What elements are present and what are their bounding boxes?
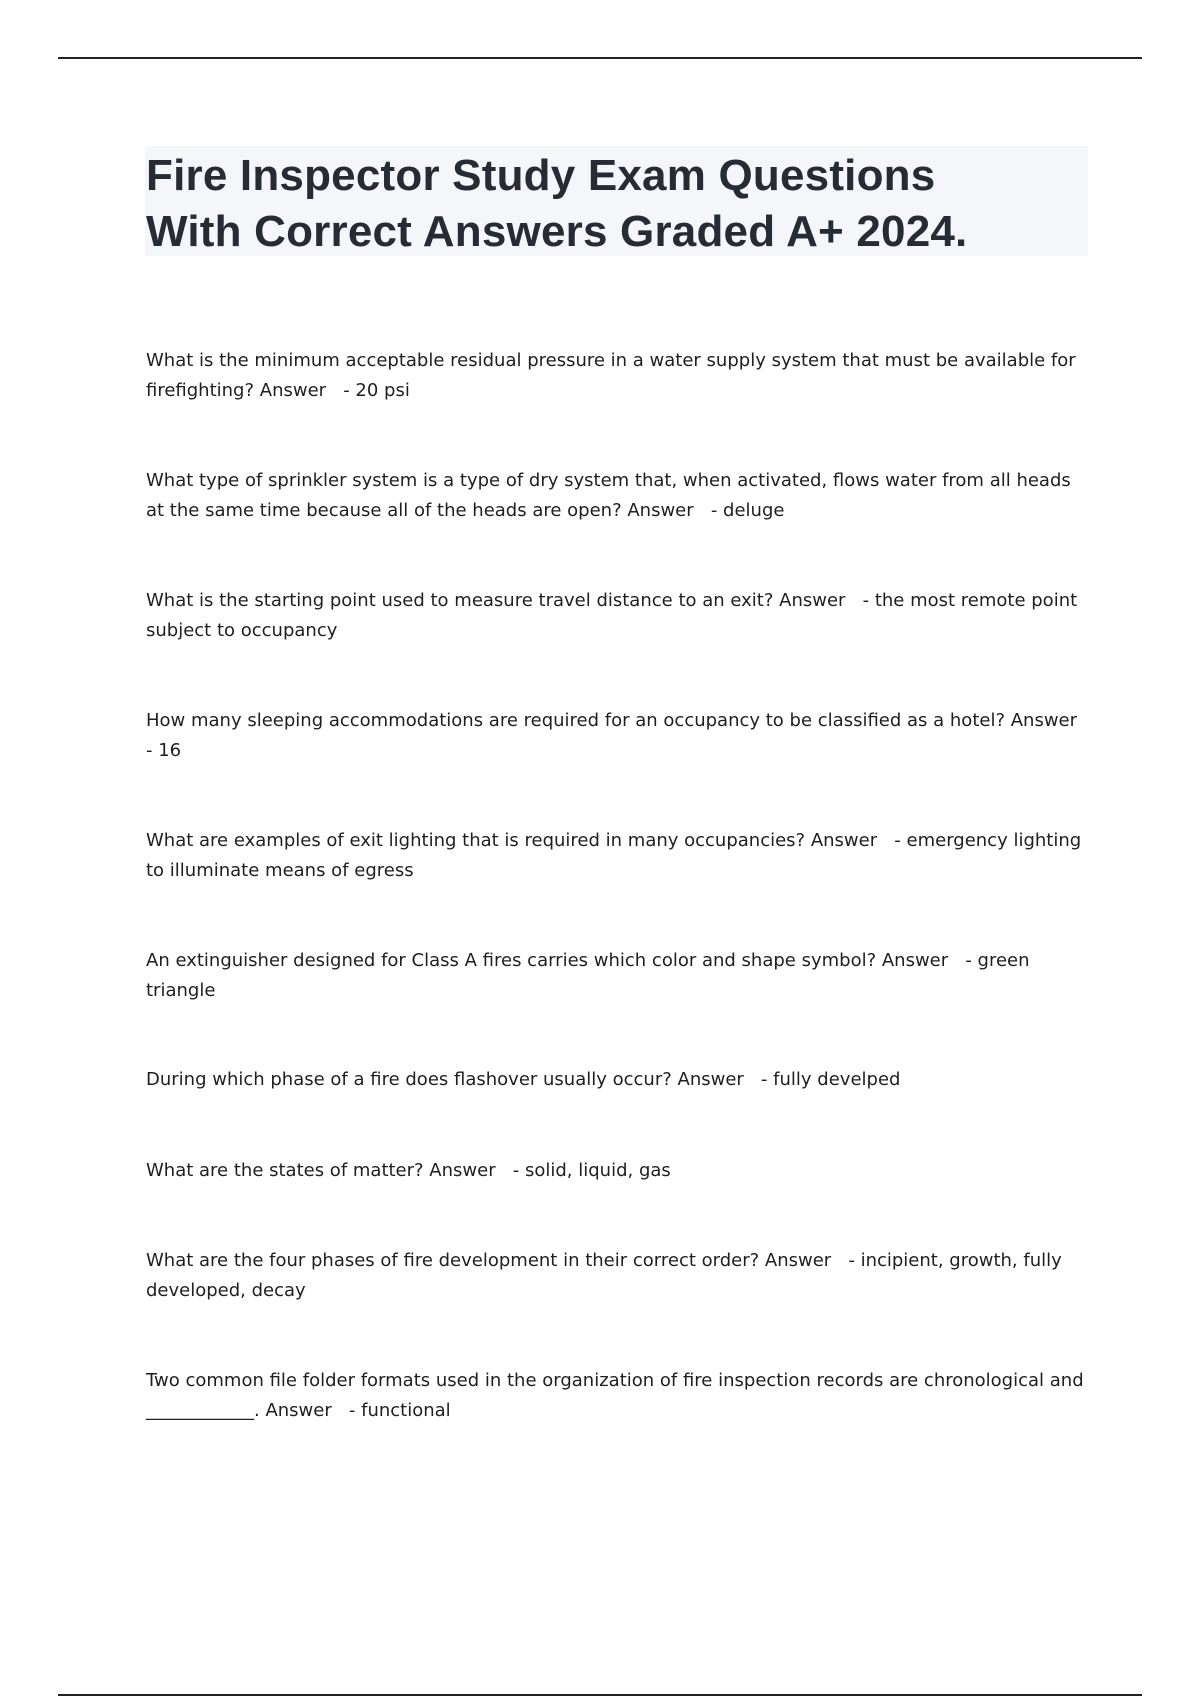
bottom-rule [58, 1694, 1142, 1696]
question-item-8: What are the states of matter? Answer - solid, liquid, gas [146, 1160, 671, 1181]
question-item-5: What are examples of exit lighting that is required in many occupancies? Answer - emergency lighting to illuminate means of egress [146, 830, 1087, 881]
title-line-1: Fire Inspector Study Exam Questions [146, 151, 936, 200]
document-title [146, 148, 1076, 260]
question-item-3: What is the starting point used to measure travel distance to an exit? Answer - the most remote point subject to occupancy [146, 590, 1083, 641]
question-item-2: What type of sprinkler system is a type of dry system that, when activated, flows water from all heads at the same time because all of the heads are open? Answer - deluge [146, 470, 1077, 521]
top-rule [58, 57, 1142, 59]
question-item-4: How many sleeping accommodations are required for an occupancy to be classified as a hotel? Answer - 16 [146, 710, 1095, 761]
question-item-10: Two common file folder formats used in the organization of fire inspection records are chronological and ____________. Answer - functional [146, 1370, 1090, 1421]
title-line-2: With Correct Answers Graded A+ 2024. [146, 207, 968, 256]
question-item-1: What is the minimum acceptable residual pressure in a water supply system that must be available for firefighting? Answer - 20 psi [146, 350, 1082, 401]
question-item-7: During which phase of a fire does flashover usually occur? Answer - fully develped [146, 1069, 901, 1090]
question-item-9: What are the four phases of fire development in their correct order? Answer - incipient, growth, fully developed, decay [146, 1250, 1068, 1301]
question-item-6: An extinguisher designed for Class A fires carries which color and shape symbol? Answer - green triangle [146, 950, 1036, 1001]
